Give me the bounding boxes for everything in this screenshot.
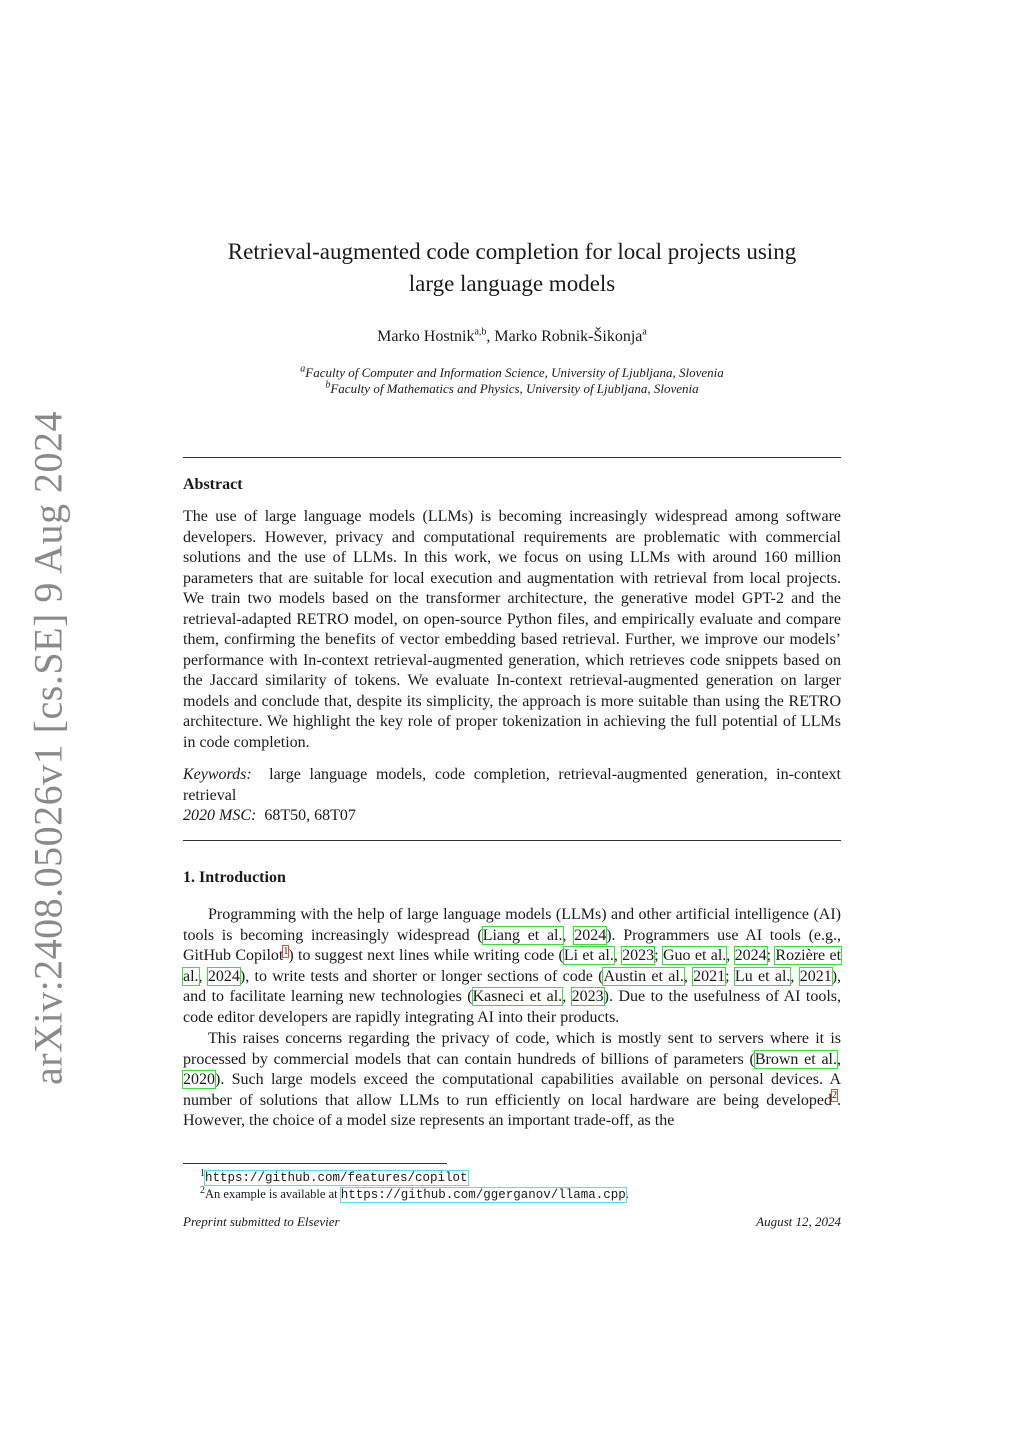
author-name: Marko Hostnik — [377, 328, 475, 345]
citation-link[interactable]: Guo et al. — [662, 947, 727, 964]
footnote-url-link[interactable]: https://github.com/features/copilot — [205, 1171, 468, 1185]
footnote-url-link[interactable]: https://github.com/ggerganov/llama.cpp — [340, 1188, 626, 1202]
section-introduction-heading: 1. Introduction — [183, 869, 286, 886]
affiliations — [183, 365, 841, 397]
keywords — [183, 765, 841, 806]
author-affil-mark: a,b — [474, 326, 487, 338]
citation-link[interactable]: Brown et al. — [754, 1050, 837, 1068]
author-affil-mark: a — [642, 326, 647, 338]
footnote-rule — [183, 1163, 447, 1164]
abstract-body: The use of large language models (LLMs) is becoming increasingly widespread among software developers. However, privacy and computational requirements are problematic with commercial solutions and the use of LLMs. In this work, we focus on using LLMs with around 160 million parameters that are suitable for local execution and augmentation with retrieval from local projects. We train two models based on the transformer architecture, the generative model GPT-2 and the retrieval-adapted RETRO model, on open-source Python files, and empirically evaluate and compare them, confirming the benefits of vector embedding based retrieval. Further, we improve our models’ performance with In-context retrieval-augmented generation, which retrieves code snippets based on the Jaccard similarity of tokens. We evaluate In-context retrieval-augmented generation on larger models and conclude that, despite its simplicity, the approach is more suitable than using the RETRO architecture. We highlight the key role of proper tokenization in achieving the full potential of LLMs in code completion. — [183, 508, 841, 751]
author-list: Marko Hostnik$^{a,b}$, Marko Robnik-Šikonja$^a$ — [377, 326, 647, 345]
citation-link[interactable]: Kasneci et al. — [472, 988, 563, 1005]
footnote-2: $^2$An example is available at https://github.com/ggerganov/llama.cpp. — [200, 1184, 629, 1202]
affiliation-b: $^b$Faculty of Mathematics and Physics, University of Ljubljana, Slovenia — [325, 379, 699, 396]
msc-label: 2020 MSC: — [183, 807, 257, 824]
paper-title — [183, 236, 841, 300]
citation-link[interactable]: 2024 — [734, 947, 767, 964]
footer-preprint-note: Preprint submitted to Elsevier — [183, 1214, 340, 1229]
msc-codes — [183, 806, 841, 827]
citation-link[interactable]: 2020 — [183, 1071, 215, 1088]
affiliation-a: $^a$Faculty of Computer and Information Science, University of Ljubljana, Slovenia — [300, 363, 724, 380]
footnote-ref-1[interactable]: 1 — [283, 945, 289, 957]
citation-link[interactable]: Liang et al. — [482, 926, 563, 944]
citation-link[interactable]: Austin et al. — [603, 967, 684, 985]
citation-link[interactable]: Li et al. — [563, 947, 614, 964]
arxiv-identifier-stamp: arXiv:2408.05026v1 [cs.SE] 9 Aug 2024 — [25, 410, 71, 1086]
citation-link[interactable]: Rozière et al. — [183, 947, 842, 985]
footnote-1: $^1$https://github.com/features/copilot — [200, 1167, 468, 1185]
author-name: Marko Robnik-Šikonja — [494, 328, 643, 345]
citation-link[interactable]: 2023 — [622, 947, 655, 964]
citation-link[interactable]: 2021 — [693, 967, 726, 985]
citation-link[interactable]: 2021 — [799, 967, 832, 985]
abstract-heading: Abstract — [183, 476, 243, 493]
keywords-label: Keywords: — [183, 766, 252, 783]
title-line-2: large language models — [408, 271, 616, 296]
citation-link[interactable]: Lu et al. — [734, 967, 791, 985]
citation-link[interactable]: 2023 — [571, 988, 604, 1005]
abstract-bottom-rule — [183, 840, 841, 841]
footnote-ref-2[interactable]: 2 — [832, 1090, 837, 1102]
abstract-top-rule — [183, 457, 841, 458]
citation-link[interactable]: 2024 — [207, 967, 240, 985]
citation-link[interactable]: 2024 — [574, 926, 607, 944]
title-line-1: Retrieval-augmented code completion for local projects using — [227, 239, 797, 264]
keywords-text: large language models, code completion, retrieval-augmented generation, in-context retrieval — [183, 766, 842, 804]
footer-date: August 12, 2024 — [756, 1214, 841, 1229]
intro-paragraph-2: This raises concerns regarding the privacy of code, which is mostly sent to servers where it is processed by commercial models that can contain hundreds of billions of parameters (Brown et al., 2020). Such large models exceed the computational capabilities available on personal devices. A number of solutions that allow LLMs to run efficiently on local hardware are being developed$^2$. However, the choice of a model size represents an important trade-off, as the — [183, 1030, 841, 1129]
intro-paragraph-1: Programming with the help of large language models (LLMs) and other artificial intelligence (AI) tools is becoming increasingly widespread (Liang et al., 2024). Programmers use AI tools (e.g., GitHub Copilot$^1$) to suggest next lines while writing code (Li et al., 2023; Guo et al., 2024; Rozière et al., 2024), to write tests and shorter or longer sections of code (Austin et al., 2021; Lu et al., 2021), and to facilitate learning new technologies (Kasneci et al., 2023). Due to the usefulness of AI tools, code editor developers are rapidly integrating AI into their products. — [183, 906, 842, 1026]
msc-text: 68T50, 68T07 — [264, 807, 356, 824]
